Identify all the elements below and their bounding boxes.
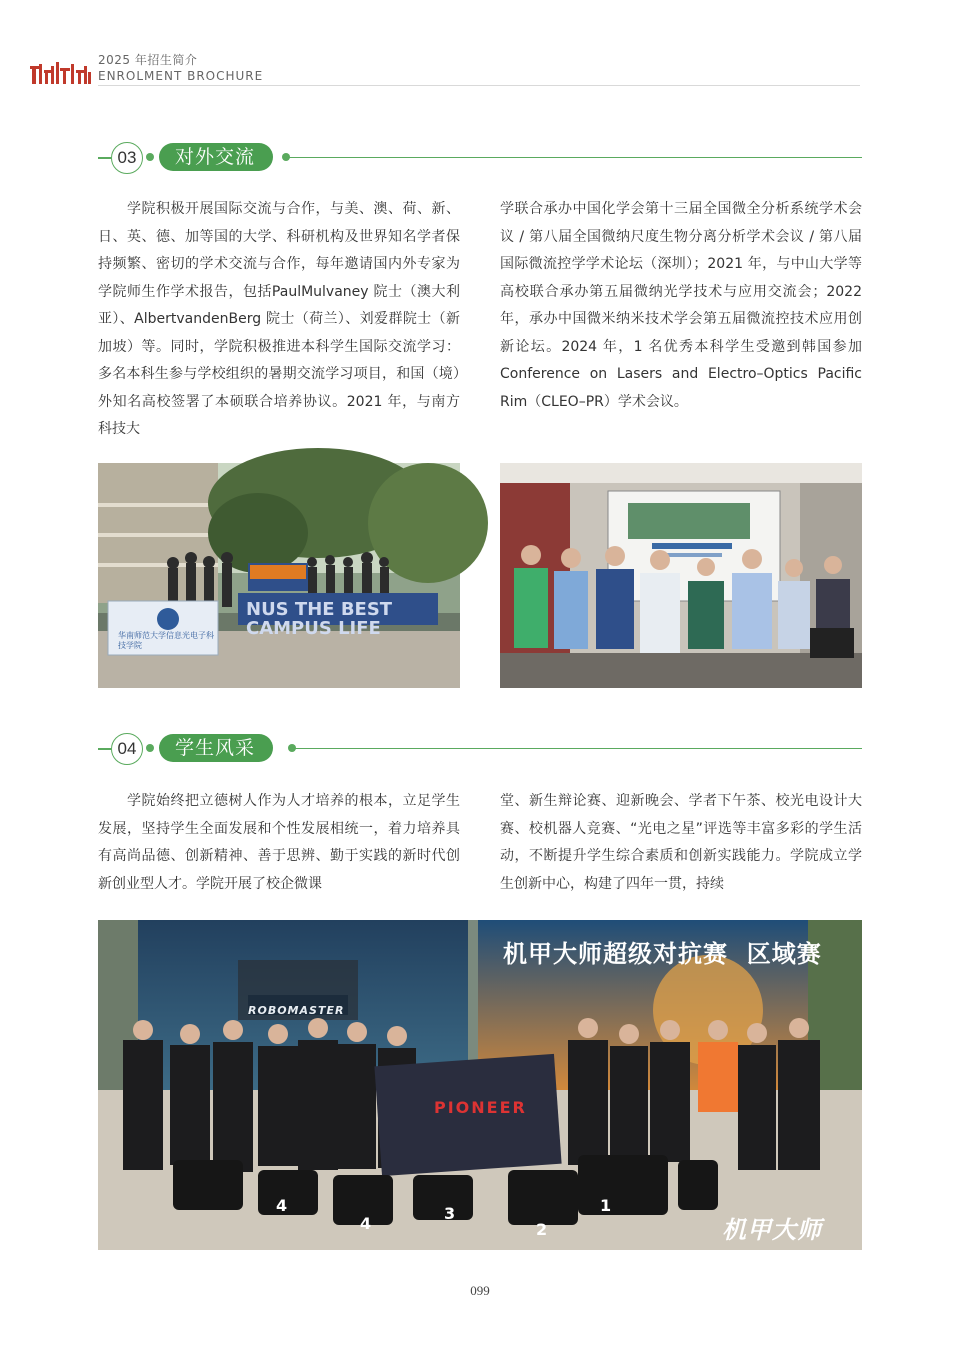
section-04-text-right: 堂、新生辩论赛、迎新晚会、学者下午茶、校光电设计大赛、校机器人竞赛、“光电之星”评选等丰富多彩的学生活动，不断提升学生综合素质和创新实践能力。学院成立学生创新中心，构建了四年一贯，持续 (500, 793, 862, 892)
page-number: 099 (470, 1283, 490, 1298)
section-title: 对外交流 (159, 143, 273, 171)
section-title: 学生风采 (159, 734, 273, 762)
conference-photo (500, 463, 862, 688)
team-flag-text: PIONEER (434, 1098, 527, 1117)
nus-banner-text: 华南师范大学信息光电子科技学院 (118, 631, 214, 650)
school-logo-icon (30, 60, 92, 86)
nus-sign-text: NUS THE BEST CAMPUS LIFE (246, 599, 393, 639)
heading-line-right (294, 748, 862, 749)
robot-number-1: 4 (276, 1196, 288, 1215)
section-03-text-left: 学院积极开展国际交流与合作，与美、澳、荷、新、日、英、德、加等国的大学、科研机构及世界知名学者保持频繁、密切的学术交流与合作，每年邀请国内外专家为学院师生作学术报告，包括PaulMulvaney 院士（澳大利亚）、AlbertvandenBerg 院士（荷兰）、刘爱群院士（新加坡）等。同时，学院积极推进本科学生国际交流学习：多名本科生参与学校组织的暑期交流学习项目，和国（境）外知名高校签署了本硕联合培养协议。2021 年，与南方科技大 (98, 201, 460, 437)
robomaster-corner-logo: 机甲大师 (722, 1216, 822, 1244)
header-title-cn: 2025 年招生简介 (98, 53, 198, 67)
section-04-text-left: 学院始终把立德树人作为人才培养的根本，立足学生发展，坚持学生全面发展和个性发展相统一，着力培养具有高尚品德、创新精神、善于思辨、勤于实践的新时代创新创业型人才。学院开展了校企微课 (98, 793, 460, 892)
robomaster-photo-illustration (98, 920, 862, 1250)
heading-line-right (288, 157, 862, 158)
section-number: 03 (111, 142, 143, 174)
robomaster-logo-text: ROBOMASTER (248, 1004, 345, 1017)
heading-line-left (98, 157, 111, 159)
heading-dot-right (282, 153, 290, 161)
heading-dot (146, 153, 154, 161)
conference-photo-illustration (500, 463, 862, 688)
page-header (30, 52, 860, 86)
heading-line-left (98, 748, 111, 750)
section-03-text-right: 学联合承办中国化学会第十三届全国微全分析系统学术会议 / 第八届全国微纳尺度生物分离分析学术会议 / 第八届国际微流控学学术论坛（深圳）；2021 年，与中山大学等高校联合承办第五届微纳光学技术与应用交流会；2022 年，承办中国微米纳米技术学会第五届微流控技术应用创新论坛。2024 年，1 名优秀本科学生受邀到韩国参加 Conference on Lasers and Electro–Optics Pacific Rim（CLEO–PR）学术会议。 (500, 201, 862, 410)
section-04-heading (98, 731, 862, 767)
robot-number-5: 1 (600, 1196, 612, 1215)
section-number: 04 (111, 733, 143, 765)
header-divider (98, 85, 860, 86)
competition-banner-text: 机甲大师超级对抗赛 区域赛 (503, 940, 822, 968)
nus-photo-illustration (98, 463, 460, 688)
heading-dot (146, 744, 154, 752)
robot-number-3: 3 (444, 1204, 456, 1223)
nus-campus-photo (98, 463, 460, 688)
heading-dot-right (288, 744, 296, 752)
robot-number-2: 4 (360, 1214, 372, 1233)
header-title-en: ENROLMENT BROCHURE (98, 69, 264, 83)
section-03-heading (98, 140, 862, 176)
robot-number-4: 2 (536, 1220, 548, 1239)
